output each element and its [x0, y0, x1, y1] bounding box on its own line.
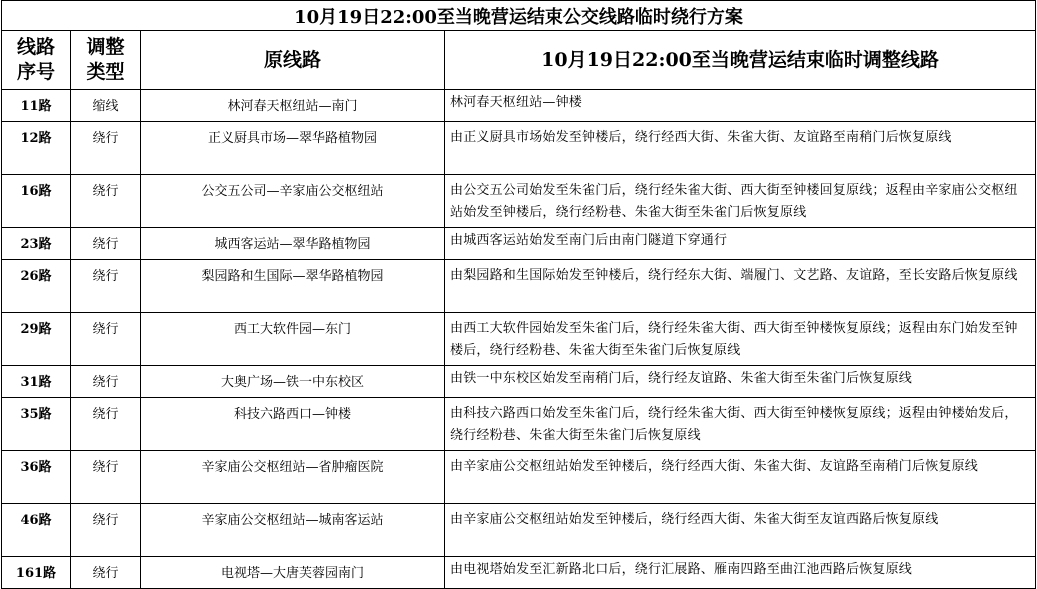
table-row [2, 260, 1036, 313]
detour-table [1, 0, 1036, 589]
table-row [2, 398, 1036, 451]
table-title: 10月19日22:00至当晚营运结束公交线路临时绕行方案 [2, 1, 1036, 31]
route-number: 26路 [2, 260, 71, 313]
header-adjust-type: 调整 类型 [71, 31, 141, 90]
adjust-type: 绕行 [71, 175, 141, 228]
adjust-type: 绕行 [71, 260, 141, 313]
original-route: 辛家庙公交枢纽站—城南客运站 [141, 504, 445, 557]
adjust-type: 绕行 [71, 451, 141, 504]
route-number: 16路 [2, 175, 71, 228]
adjusted-route: 由梨园路和生国际始发至钟楼后，绕行经东大街、端履门、文艺路、友谊路，至长安路后恢复原线 [445, 260, 1036, 313]
header-original-route: 原线路 [141, 31, 445, 90]
table-row [2, 228, 1036, 260]
table-row [2, 313, 1036, 366]
table-row [2, 366, 1036, 398]
adjusted-route: 由城西客运站始发至南门后由南门隧道下穿通行 [445, 228, 1036, 260]
adjusted-route: 由正义厨具市场始发至钟楼后，绕行经西大街、朱雀大街、友谊路至南稍门后恢复原线 [445, 122, 1036, 175]
original-route: 梨园路和生国际—翠华路植物园 [141, 260, 445, 313]
table-row [2, 175, 1036, 228]
route-number: 12路 [2, 122, 71, 175]
adjusted-route: 由西工大软件园始发至朱雀门后，绕行经朱雀大街、西大街至钟楼恢复原线；返程由东门始发至钟楼后，绕行经粉巷、朱雀大街至朱雀门后恢复原线 [445, 313, 1036, 366]
adjust-type: 绕行 [71, 557, 141, 589]
table-row [2, 557, 1036, 589]
adjust-type: 绕行 [71, 122, 141, 175]
table-row [2, 451, 1036, 504]
original-route: 科技六路西口—钟楼 [141, 398, 445, 451]
original-route: 公交五公司—辛家庙公交枢纽站 [141, 175, 445, 228]
original-route: 电视塔—大唐芙蓉园南门 [141, 557, 445, 589]
table-row [2, 90, 1036, 122]
adjusted-route: 由辛家庙公交枢纽站始发至钟楼后，绕行经西大街、朱雀大街、友谊路至南稍门后恢复原线 [445, 451, 1036, 504]
adjusted-route: 由辛家庙公交枢纽站始发至钟楼后，绕行经西大街、朱雀大街至友谊西路后恢复原线 [445, 504, 1036, 557]
adjusted-route: 林河春天枢纽站—钟楼 [445, 90, 1036, 122]
header-route-no: 线路 序号 [2, 31, 71, 90]
route-number: 31路 [2, 366, 71, 398]
adjust-type: 绕行 [71, 313, 141, 366]
adjust-type: 绕行 [71, 366, 141, 398]
route-number: 23路 [2, 228, 71, 260]
adjusted-route: 由公交五公司始发至朱雀门后，绕行经朱雀大街、西大街至钟楼回复原线；返程由辛家庙公交枢纽站始发至钟楼后，绕行经粉巷、朱雀大街至朱雀门后恢复原线 [445, 175, 1036, 228]
route-number: 46路 [2, 504, 71, 557]
original-route: 辛家庙公交枢纽站—省肿瘤医院 [141, 451, 445, 504]
header-temporary-route: 10月19日22:00至当晚营运结束临时调整线路 [445, 31, 1036, 90]
original-route: 林河春天枢纽站—南门 [141, 90, 445, 122]
table-row [2, 122, 1036, 175]
original-route: 西工大软件园—东门 [141, 313, 445, 366]
header-row [2, 31, 1036, 90]
route-number: 36路 [2, 451, 71, 504]
adjusted-route: 由电视塔始发至汇新路北口后，绕行汇展路、雁南四路至曲江池西路后恢复原线 [445, 557, 1036, 589]
original-route: 大奥广场—铁一中东校区 [141, 366, 445, 398]
table-row [2, 504, 1036, 557]
route-number: 35路 [2, 398, 71, 451]
route-number: 161路 [2, 557, 71, 589]
adjusted-route: 由科技六路西口始发至朱雀门后，绕行经朱雀大街、西大街至钟楼恢复原线；返程由钟楼始发后，绕行经粉巷、朱雀大街至朱雀门后恢复原线 [445, 398, 1036, 451]
route-number: 11路 [2, 90, 71, 122]
original-route: 正义厨具市场—翠华路植物园 [141, 122, 445, 175]
adjust-type: 绕行 [71, 228, 141, 260]
adjust-type: 绕行 [71, 398, 141, 451]
route-number: 29路 [2, 313, 71, 366]
adjust-type: 缩线 [71, 90, 141, 122]
original-route: 城西客运站—翠华路植物园 [141, 228, 445, 260]
adjusted-route: 由铁一中东校区始发至南稍门后，绕行经友谊路、朱雀大街至朱雀门后恢复原线 [445, 366, 1036, 398]
adjust-type: 绕行 [71, 504, 141, 557]
